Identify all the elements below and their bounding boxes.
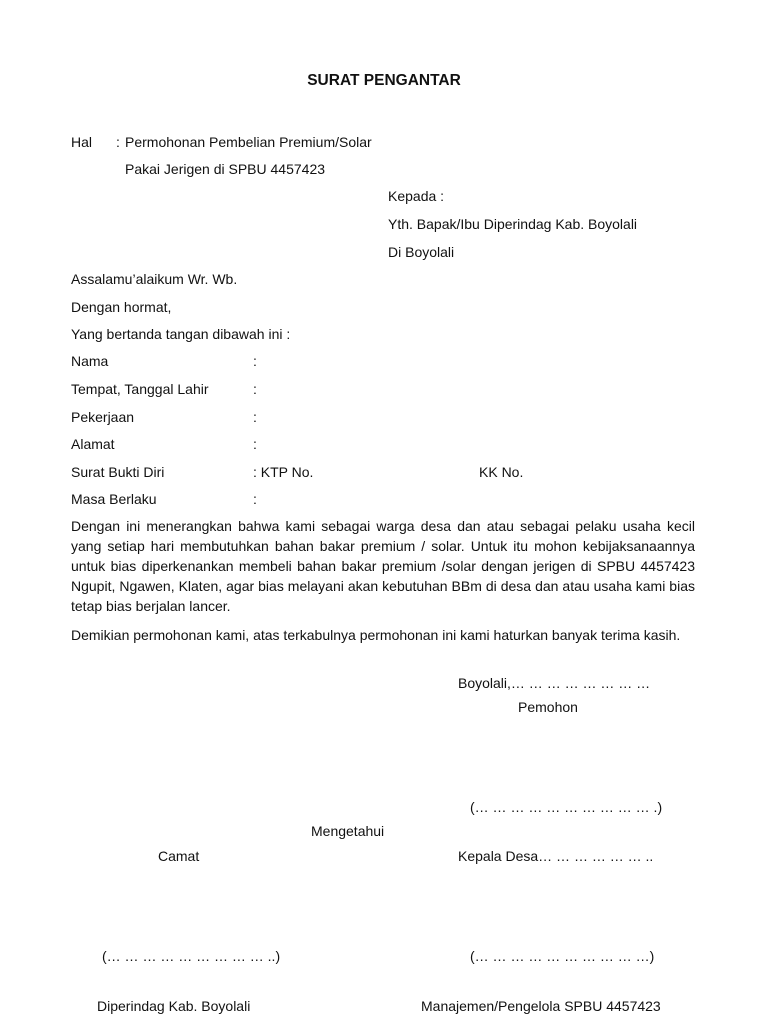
pemohon-label: Pemohon xyxy=(518,699,578,715)
field-label-ttl: Tempat, Tanggal Lahir xyxy=(71,381,209,397)
field-value-kk: KK No. xyxy=(479,464,524,480)
hal-subject-line2: Pakai Jerigen di SPBU 4457423 xyxy=(125,161,326,177)
greeting: Assalamu’alaikum Wr. Wb. xyxy=(71,271,238,287)
recipient-name: Yth. Bapak/Ibu Diperindag Kab. Boyolali xyxy=(388,216,638,232)
field-value-ktp: : KTP No. xyxy=(253,464,314,480)
place-date: Boyolali,… … … … … … … … xyxy=(458,675,651,691)
recipient-place: Di Boyolali xyxy=(388,244,455,260)
field-label-alamat: Alamat xyxy=(71,436,115,452)
camat-signature-blank: (… … … … … … … … … ..) xyxy=(102,948,281,964)
mengetahui-label: Mengetahui xyxy=(311,823,385,839)
kepala-desa-label: Kepala Desa… … … … … … .. xyxy=(458,848,654,864)
hal-subject-line1: Permohonan Pembelian Premium/Solar xyxy=(125,134,372,150)
field-value-alamat: : xyxy=(253,436,257,452)
diperindag-label: Diperindag Kab. Boyolali xyxy=(97,998,251,1014)
field-label-nama: Nama xyxy=(71,353,109,369)
field-label-bukti-diri: Surat Bukti Diri xyxy=(71,464,165,480)
spbu-management-label: Manajemen/Pengelola SPBU 4457423 xyxy=(421,998,661,1014)
field-value-masa-berlaku: : xyxy=(253,491,257,507)
hal-label: Hal xyxy=(71,134,93,150)
kepala-desa-signature-blank: (… … … … … … … … … …) xyxy=(470,948,655,964)
field-value-pekerjaan: : xyxy=(253,409,257,425)
recipient-kepada: Kepada : xyxy=(388,188,445,204)
field-value-ttl: : xyxy=(253,381,257,397)
intro-line: Yang bertanda tangan dibawah ini : xyxy=(71,326,291,342)
body-paragraph-2: Demikian permohonan kami, atas terkabulnya permohonan ini kami haturkan banyak terima kasih. xyxy=(71,627,681,643)
body-paragraph-1: Dengan ini menerangkan bahwa kami sebagai warga desa dan atau sebagai pelaku usaha kecil yang setiap hari membutuhkan bahan bakar premium / solar. Untuk itu mohon kebijaksanaannya untuk bias diperkenankan membeli bahan bakar premium /solar dengan jerigen di SPBU 4457423 Ngupit, Ngawen, Klaten, agar bias melayani akan kebutuhan BBm di desa dan atau usaha kami bias tetap bias berjalan lancer. xyxy=(71,518,695,614)
pemohon-signature-blank: (… … … … … … … … … … .) xyxy=(470,799,663,815)
field-label-masa-berlaku: Masa Berlaku xyxy=(71,491,157,507)
camat-label: Camat xyxy=(158,848,200,864)
letter-title: SURAT PENGANTAR xyxy=(307,72,461,89)
hal-separator: : xyxy=(116,134,120,150)
salutation: Dengan hormat, xyxy=(71,299,172,315)
field-value-nama: : xyxy=(253,353,257,369)
field-label-pekerjaan: Pekerjaan xyxy=(71,409,135,425)
